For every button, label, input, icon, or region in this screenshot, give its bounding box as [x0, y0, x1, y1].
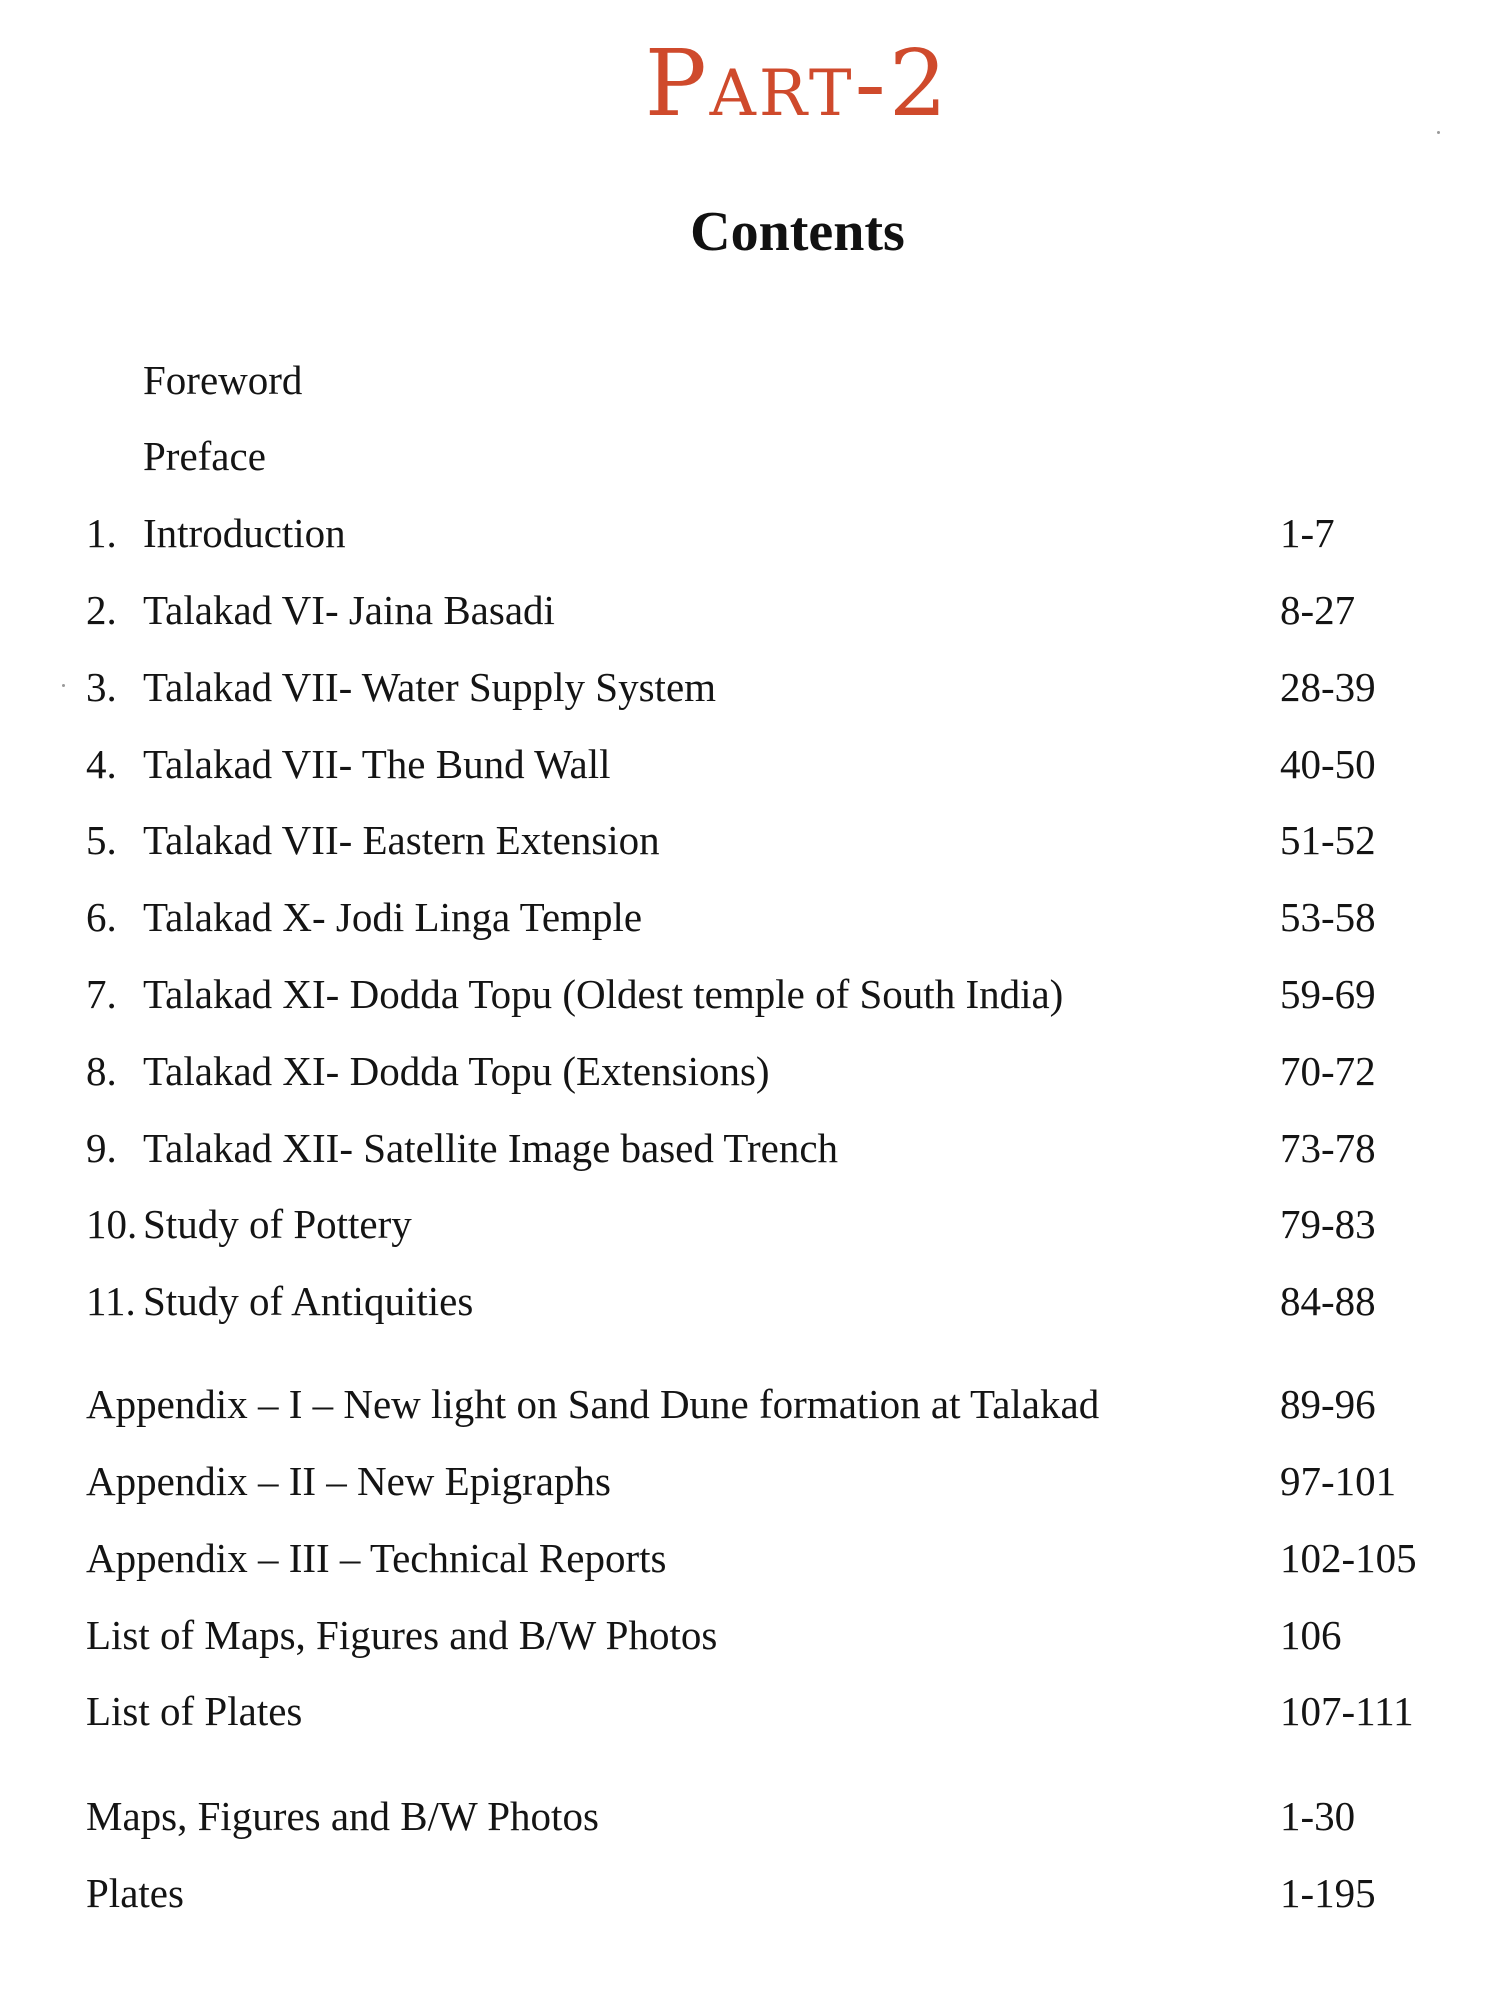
toc-entry-chapter-4	[0, 734, 1500, 794]
toc-entry-pages: 70-72	[1280, 1048, 1376, 1094]
toc-entry-pages: 1-30	[1280, 1793, 1356, 1839]
toc-entry-number: 11.	[86, 1278, 136, 1324]
toc-entry-chapter-7	[0, 964, 1500, 1024]
toc-entry-chapter-8	[0, 1041, 1500, 1101]
scan-speck	[62, 684, 65, 687]
toc-entry-number: 6.	[86, 894, 117, 940]
toc-entry-maps-figures	[0, 1786, 1500, 1846]
toc-entry-title: Study of Antiquities	[143, 1278, 474, 1324]
toc-entry-pages: 73-78	[1280, 1125, 1376, 1171]
toc-entry-plates	[0, 1863, 1500, 1923]
toc-entry-pages: 40-50	[1280, 741, 1376, 787]
toc-entry-number: 5.	[86, 817, 117, 863]
toc-entry-title: Maps, Figures and B/W Photos	[86, 1793, 599, 1839]
toc-entry-chapter-1	[0, 503, 1500, 563]
toc-entry-title: Appendix – I – New light on Sand Dune formation at Talakad	[86, 1381, 1100, 1427]
toc-entry-chapter-9	[0, 1118, 1500, 1178]
toc-entry-number: 8.	[86, 1048, 117, 1094]
toc-entry-number: 10.	[86, 1201, 138, 1247]
toc-entry-title: Talakad VII- The Bund Wall	[143, 741, 611, 787]
toc-entry-chapter-11	[0, 1271, 1500, 1331]
toc-entry-pages: 59-69	[1280, 971, 1376, 1017]
toc-entry-title: Introduction	[143, 510, 346, 556]
toc-entry-title: Preface	[143, 433, 266, 479]
toc-entry-chapter-6	[0, 887, 1500, 947]
toc-entry-pages: 53-58	[1280, 894, 1376, 940]
toc-entry-number: 2.	[86, 587, 117, 633]
toc-entry-title: Talakad X- Jodi Linga Temple	[143, 894, 643, 940]
toc-entry-title: Talakad VII- Eastern Extension	[143, 817, 660, 863]
toc-entry-pages: 84-88	[1280, 1278, 1376, 1324]
toc-entry-pages: 106	[1280, 1612, 1342, 1658]
toc-entry-appendix-3	[0, 1528, 1500, 1588]
toc-entry-title: List of Maps, Figures and B/W Photos	[86, 1612, 718, 1658]
toc-entry-appendix-1	[0, 1374, 1500, 1434]
toc-entry-title: List of Plates	[86, 1688, 303, 1734]
toc-entry-title: Talakad VII- Water Supply System	[143, 664, 717, 710]
toc-entry-chapter-3	[0, 657, 1500, 717]
toc-entry-number: 4.	[86, 741, 117, 787]
toc-entry-title: Foreword	[143, 357, 303, 403]
toc-entry-number: 3.	[86, 664, 117, 710]
toc-entry-pages: 8-27	[1280, 587, 1356, 633]
toc-entry-preface	[0, 426, 1500, 486]
toc-entry-number: 9.	[86, 1125, 117, 1171]
toc-entry-title: Talakad XI- Dodda Topu (Oldest temple of South India)	[143, 971, 1064, 1017]
toc-entry-pages: 79-83	[1280, 1201, 1376, 1247]
toc-entry-title: Appendix – II – New Epigraphs	[86, 1458, 611, 1504]
contents-heading: Contents	[690, 201, 905, 263]
toc-entry-appendix-2	[0, 1451, 1500, 1511]
toc-entry-pages: 51-52	[1280, 817, 1376, 863]
toc-entry-list-of-plates	[0, 1681, 1500, 1741]
toc-entry-pages: 1-195	[1280, 1870, 1376, 1916]
toc-entry-foreword	[0, 350, 1500, 410]
toc-entry-title: Study of Pottery	[143, 1201, 412, 1247]
toc-entry-title: Talakad VI- Jaina Basadi	[143, 587, 555, 633]
toc-entry-chapter-5	[0, 810, 1500, 870]
toc-entry-pages: 1-7	[1280, 510, 1335, 556]
toc-entry-list-of-maps	[0, 1605, 1500, 1665]
toc-entry-pages: 102-105	[1280, 1535, 1417, 1581]
toc-entry-title: Talakad XI- Dodda Topu (Extensions)	[143, 1048, 770, 1094]
toc-entry-pages: 89-96	[1280, 1381, 1376, 1427]
toc-entry-number: 7.	[86, 971, 117, 1017]
toc-entry-pages: 28-39	[1280, 664, 1376, 710]
toc-entry-chapter-10	[0, 1194, 1500, 1254]
toc-entry-pages: 107-111	[1280, 1688, 1414, 1734]
toc-entry-title: Appendix – III – Technical Reports	[86, 1535, 667, 1581]
part-title: Part-2	[644, 30, 951, 137]
toc-entry-chapter-2	[0, 580, 1500, 640]
toc-entry-pages: 97-101	[1280, 1458, 1397, 1504]
toc-entry-number: 1.	[86, 510, 117, 556]
scan-speck	[1437, 131, 1440, 134]
toc-entry-title: Plates	[86, 1870, 184, 1916]
toc-entry-title: Talakad XII- Satellite Image based Trench	[143, 1125, 839, 1171]
